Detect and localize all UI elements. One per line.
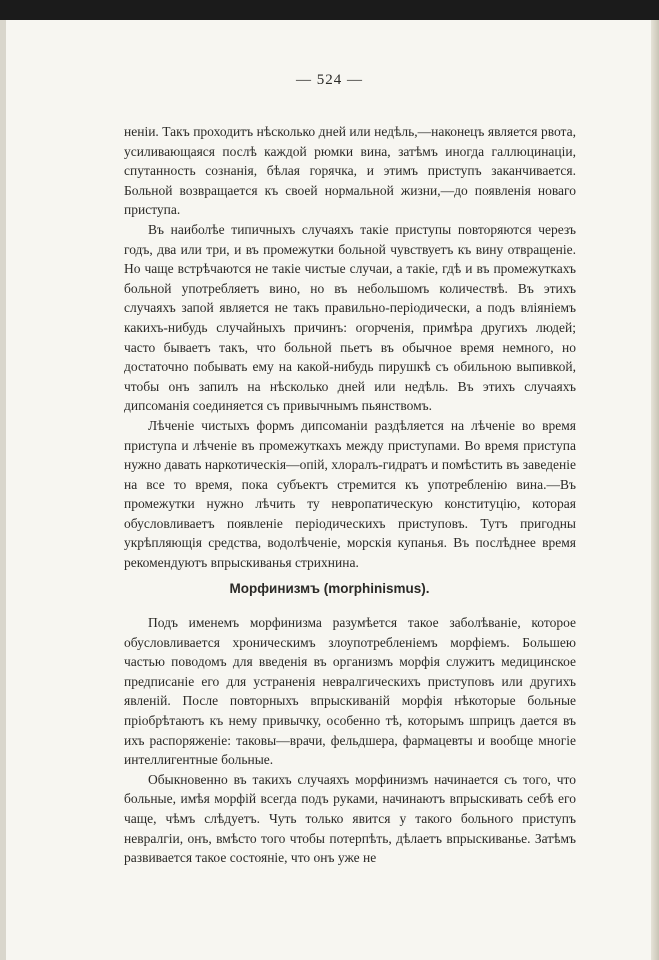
page-number: — 524 — [296,72,363,88]
section-heading: Морфинизмъ (morphinismus). [229,581,430,596]
body-text-part1 [124,122,576,573]
paragraph: Лѣченiе чистыхъ формъ дипсоманiи раздѣляется на лѣченiе во время приступа и лѣченiе въ промежуткахъ между приступами. Во время приступа нужно давать наркотическiя—опiй, хлоралъ-гидратъ и помѣстить въ заведенiе на все то время, пока субъектъ стремится къ употребленiю вина.—Въ промежутки нужно лѣчить ту невропатическую конституцiю, которая обусловливаетъ появленiе перiодическихъ приступовъ. Тутъ пригодны укрѣпляющiя средства, водолѣченiе, морскiя купанья. Въ послѣднее время рекомендуютъ впрыскиванья стрихнина. [124,417,576,571]
paragraph-continued: ненiи. Такъ проходитъ нѣсколько дней или недѣль,—наконецъ является рвота, усиливающаяся послѣ каждой рюмки вина, затѣмъ иногда галлюцинацiи, спутанность сознанiя, бѣлая горячка, и этимъ приступъ заканчивается. Больной возвращается къ своей нормальной жизни,—до появленiя новаго приступа. [124,124,576,218]
scan-right-edge [651,20,659,960]
body-text-part2 [124,613,576,868]
paragraph: Въ наиболѣе типичныхъ случаяхъ такiе приступы повторяются черезъ годъ, два или три, и въ промежутки больной чувствуетъ къ вину отвращенiе. Но чаще встрѣчаются не такiе чистые случаи, а такiе, гдѣ и въ промежуткахъ больной употребляетъ вино, но въ небольшомъ количествѣ. Въ этихъ случаяхъ запой является не такъ правильно-перiодически, а подъ влiянiемъ какихъ-нибудь случайныхъ причинъ: огорченiя, примѣра другихъ людей; часто бываетъ такъ, что больной пьетъ въ обычное время немного, но достаточно побывать ему на какой-нибудь пирушкѣ съ обильною выпивкой, чтобы онъ запилъ на нѣсколько дней или недѣль. Въ этихъ случаяхъ дипсоманiя соединяется съ привычнымъ пьянствомъ. [124,221,576,414]
paragraph: Подъ именемъ морфинизма разумѣется такое заболѣванiе, которое обусловливается хроническимъ злоупотребленiемъ морфiемъ. Большею частью поводомъ для введенiя въ организмъ морфiя служитъ медицинское предписанiе его для устраненiя невралгическихъ приступовъ или другихъ явленiй. После повторныхъ впрыскиванiй морфiя нѣкоторые больные прiобрѣтаютъ къ нему привычку, особенно тѣ, которымъ шприцъ дается въ ихъ распоряженiе: таковы—врачи, фельдшера, фармацевты и вообще многiе интеллигентные больные. [124,615,576,768]
scan-top-border [0,0,659,20]
paragraph: Обыкновенно въ такихъ случаяхъ морфинизмъ начинается съ того, что больные, имѣя морфiй всегда подъ руками, начинаютъ впрыскивать себѣ его чаще, чѣмъ слѣдуетъ. Чуть только явится у такого больного приступъ невралгiи, онъ, вмѣсто того чтобы потерпѣть, дѣлаетъ впрыскиванье. Затѣмъ развивается такое состоянiе, что онъ уже не [124,771,576,866]
